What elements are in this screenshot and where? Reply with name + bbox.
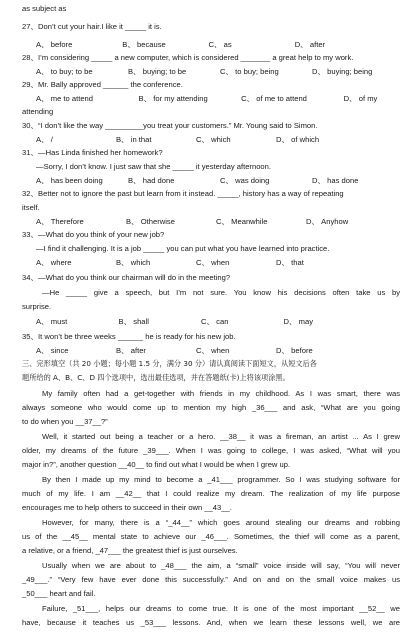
options-35 [36,345,356,356]
section-heading: 题所给的 A、B、C、D 四个选项中，选出最佳选项，并在答题纸(卡)上将该项涂黑。 [22,373,290,382]
option: C、 to buy; being [220,67,279,76]
option: C、 can [201,317,229,326]
text-line: —Sorry, I don’t know. I just saw that she _____ it yesterday afternoon. [36,162,271,171]
question-27: 27、Don’t cut your hair.I like it _____ it is. [22,22,162,31]
option: A、 / [36,135,53,144]
passage-line: _50___ heart and fail. [22,589,96,598]
option: B、 because [122,40,166,49]
passage-line: major in?”, another question __40__ to find out what I would be when I grew up. [22,460,291,469]
options-31 [36,175,404,186]
option: B、 Otherwise [126,217,175,226]
option: D、 after [294,40,326,49]
options-33 [36,257,356,268]
option: D、 that [276,258,304,267]
option: D、 of my [343,94,378,103]
option: B、 shall [118,317,149,326]
question-29: 29、Mr. Bally approved ______ the conference. [22,80,183,89]
passage-line: Usually when we are about to _48___ the aim, a “small” voice inside will say, “You will never [42,561,400,570]
option: C、 as [208,40,232,49]
passage-line: a relative, or a friend, _47___ the greatest thief is just ourselves. [22,546,238,555]
text-line: —I find it challenging. It is a job _____ you can put what you have learned into practice. [36,244,330,253]
options-27 [36,39,381,50]
option: D、 before [276,346,313,355]
passage-line: _49___.” “Very few have ever done this successfully.” And on and on the small voice makes us [22,575,400,584]
option: D、 buying; being [312,67,373,76]
option: A、 has been doing [36,176,103,185]
text-line: as subject as [22,4,67,13]
option: A、 me to attend [36,94,93,103]
option: A、 must [36,317,68,326]
options-32 [36,216,396,227]
option: C、 when [196,346,230,355]
options-34 [36,316,366,327]
option: D、 has done [312,176,359,185]
option: B、 after [116,346,146,355]
passage-line: older, my dreams of the future _39___. When I was going to college, I was asked, “What will you [22,446,400,455]
question-28: 28、I’m considering _____ a new computer, which is considered _______ a great help to my work. [22,53,354,62]
passage-line: However, for many, there is a “_44__” which goes around stealing our dreams and robbing [42,518,400,527]
text-line: attending [22,107,54,116]
question-34: 34、—What do you think our chairman will do in the meeting? [22,273,231,282]
option: A、 Therefore [36,217,84,226]
passage-line: By then I made up my mind to become a _41___ programmer. So I was studying software for [42,475,400,484]
passage-line: Failure, _51___, helps our dreams to come true. It is one of the most important __52__ we [42,604,400,613]
option: C、 when [196,258,230,267]
option: A、 before [36,40,73,49]
text-line: surprise. [22,302,52,311]
option: A、 where [36,258,72,267]
option: C、 of me to attend [241,94,307,103]
passage-line: to do when you __37__?” [22,417,108,426]
options-28 [36,66,404,77]
option: C、 which [196,135,231,144]
question-31: 31、—Has Linda finished her homework? [22,148,163,157]
text-line: —He _____ give a speech, but I’m not sure. You know his decisions often take us by [42,288,400,297]
option: D、 Anyhow [306,217,349,226]
option: A、 since [36,346,69,355]
passage-line: My family often had a get-together with friends in my childhood. As I was smart, there was [42,389,400,398]
option: D、 of which [276,135,320,144]
option: C、 was doing [220,176,270,185]
question-30: 30、“I don’t like the way _________you treat your customers.” Mr. Young said to Simon. [22,121,318,130]
option: A、 to buy; to be [36,67,93,76]
question-35: 35、It won’t be three weeks ______ he is ready for his new job. [22,332,236,341]
option: C、 Meanwhile [216,217,268,226]
question-33: 33、—What do you think of your new job? [22,230,165,239]
passage-line: us of the __45__ mental state to achieve our _46___. Sometimes, the thief will come as a parent, [22,532,400,541]
options-30 [36,134,356,145]
option: B、 in that [116,135,152,144]
option: B、 for my attending [138,94,208,103]
option: B、 buying; to be [128,67,187,76]
text-line: itself. [22,203,40,212]
passage-line: always someone who would come up to mention my high _36___ and ask, “What are you going [22,403,400,412]
passage-line: have, because it teaches us _53___ lessons. And, when we learn these lessons well, we are [22,618,400,627]
section-heading: 三、完形填空（共 20 小题；每小题 1.5 分，满分 30 分）请认真阅读下面短文，从短文后各 [22,359,317,368]
options-29 [36,93,400,104]
passage-line: encourages me to help others to succeed in their own __43__. [22,503,232,512]
option: B、 which [116,258,151,267]
passage-line: much of my life. I am __42__ that I could realize my dream. The realization of my life purpose [22,489,400,498]
question-32: 32、Better not to ignore the past but learn from it instead. _____, history has a way of repeating [22,189,344,198]
option: D、 may [283,317,314,326]
passage-line: Well, it started out being a teacher or a hero. __38__ it was a fireman, an artist ... As I grew [42,432,400,441]
option: B、 had done [128,176,175,185]
